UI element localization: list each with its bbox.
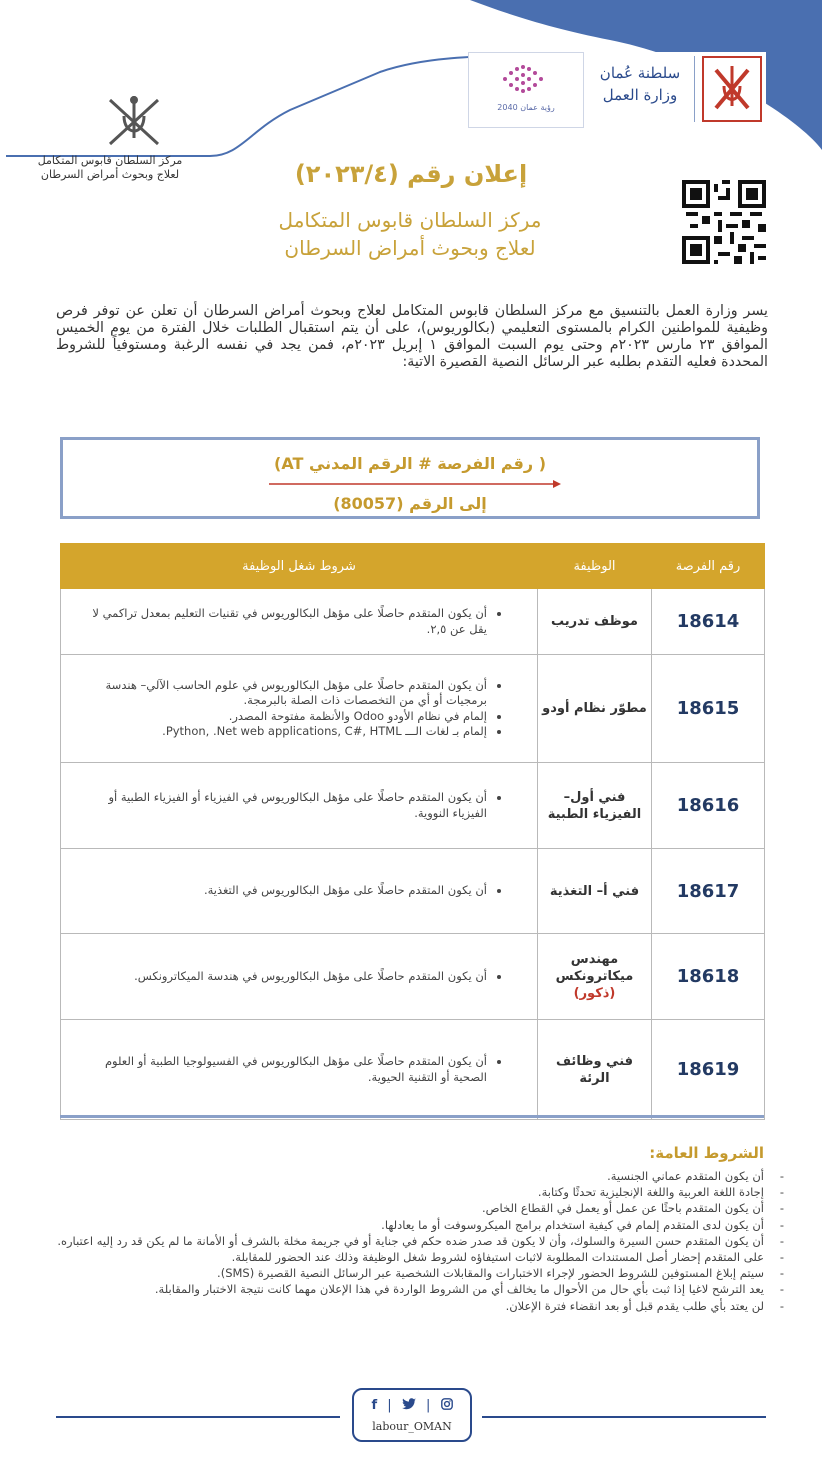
center-title bbox=[210, 206, 610, 262]
condition-item: • أن يكون المتقدم حاصلًا على مؤهل البكالوريوس في علوم الحاسب الآلي– هندسة برمجيات أو أي من التخصصات ذات الصلة بالبرمجة. bbox=[81, 678, 487, 709]
list-item: - أن يكون المتقدم حسن السيرة والسلوك، وأن لا يكون قد صدر ضده حكم في جناية أو في جريمة مخلة بالشرف أو الأمانة ما لم يكن قد رد إليه اعتباره. bbox=[56, 1233, 764, 1249]
job-title-text: فني وظائف الرئة bbox=[555, 1053, 634, 1086]
social-icons-row: f | | bbox=[354, 1398, 470, 1413]
list-item: - إجادة اللغة العربية واللغة الإنجليزية تحدثًا وكتابة. bbox=[56, 1184, 764, 1200]
opportunity-number: 18616 bbox=[652, 763, 765, 849]
table-row bbox=[61, 655, 765, 763]
center-title-line1: مركز السلطان قابوس المتكامل bbox=[278, 208, 542, 232]
qr-code-icon bbox=[682, 180, 766, 264]
center-title-line2: لعلاج وبحوث أمراض السرطان bbox=[284, 236, 536, 260]
header-conditions: شروط شغل الوظيفة bbox=[61, 544, 538, 589]
table-row bbox=[61, 1020, 765, 1120]
job-conditions bbox=[61, 1020, 538, 1120]
arrow-right-icon bbox=[269, 480, 561, 488]
announcement-title: إعلان رقم (٢٠٢٣/٤) bbox=[294, 160, 528, 188]
general-conditions-title: الشروط العامة: bbox=[649, 1144, 764, 1162]
facebook-icon[interactable]: f bbox=[371, 1398, 378, 1413]
job-title-text: فني أول– الفيزياء الطبية bbox=[547, 789, 642, 822]
ministry-name-line2: وزارة العمل bbox=[602, 86, 678, 104]
opportunity-number: 18614 bbox=[652, 589, 765, 655]
list-item: - أن يكون لدى المتقدم إلمام في كيفية استخدام برامج الميكروسوفت أو ما يعادلها. bbox=[56, 1217, 764, 1233]
ministry-logo bbox=[590, 52, 766, 126]
job-title bbox=[538, 655, 652, 763]
job-title-text: موظف تدريب bbox=[551, 614, 638, 629]
job-title-text: مطوّر نظام أودو bbox=[542, 701, 647, 716]
job-title bbox=[538, 763, 652, 849]
center-emblem-icon bbox=[92, 92, 176, 150]
twitter-icon[interactable] bbox=[402, 1398, 416, 1410]
condition-item: • إلمام بـ لغات الـــ Python, .Net web applications, C#, HTML. bbox=[81, 724, 487, 740]
job-conditions bbox=[61, 589, 538, 655]
condition-item: • أن يكون المتقدم حاصلًا على مؤهل البكالوريوس في الفسيولوجيا الطبية أو العلوم الصحية أو التقنية الحيوية. bbox=[81, 1054, 487, 1085]
job-conditions bbox=[61, 655, 538, 763]
job-conditions bbox=[61, 934, 538, 1020]
vision-label: رؤية عمان 2040 bbox=[497, 103, 555, 112]
condition-item: • أن يكون المتقدم حاصلًا على مؤهل البكالوريوس في تقنيات التعليم بمعدل تراكمي لا يقل عن ٢,٥. bbox=[81, 606, 487, 637]
header-opportunity-number: رقم الفرصة bbox=[652, 544, 765, 589]
sms-instructions-box bbox=[60, 437, 760, 519]
table-row bbox=[61, 934, 765, 1020]
vision-dots-icon bbox=[495, 59, 555, 99]
footer-divider-right bbox=[482, 1416, 766, 1418]
list-item: - يعد الترشح لاغيا إذا ثبت بأي حال من الأحوال ما يخالف أي من الشروط الواردة في هذا الإعلان مهما كانت نتيجة الاختبار والمقابلة. bbox=[56, 1281, 764, 1297]
job-title bbox=[538, 934, 652, 1020]
table-row bbox=[61, 849, 765, 934]
footer-divider-left bbox=[56, 1416, 340, 1418]
opportunity-number: 18617 bbox=[652, 849, 765, 934]
job-title bbox=[538, 589, 652, 655]
condition-item: • أن يكون المتقدم حاصلًا على مؤهل البكالوريوس في هندسة الميكاترونكس. bbox=[81, 969, 487, 985]
list-item: - على المتقدم إحضار أصل المستندات المطلوبة لاثبات استيفاؤه لشروط شغل الوظيفة وذلك عند الحضور للمقابلة. bbox=[56, 1249, 764, 1265]
table-header-row bbox=[61, 544, 765, 589]
intro-paragraph: يسر وزارة العمل بالتنسيق مع مركز السلطان قابوس المتكامل لعلاج وبحوث أمراض السرطان أن تعلن عن توفر فرص وظيفية للمواطنين الكرام بالمستوى التعليمي (بكالوريوس)، على أن يتم استقبال الطلبات خلال الفترة من يوم الخميس الموافق ٢٣ مارس ٢٠٢٣م وحتى يوم السبت الموافق ١ إبريل ٢٠٢٣م، فمن يجد في نفسه الرغبة ومستوفياً للشروط المحددة فعليه التقدم بطلبه عبر الرسائل النصية القصيرة الاتية: bbox=[56, 303, 768, 370]
opportunity-number: 18615 bbox=[652, 655, 765, 763]
list-item: - سيتم إبلاغ المستوفين للشروط الحضور لإجراء الاختبارات والمقابلات الشخصية عبر الرسائل النصية القصيرة (SMS). bbox=[56, 1265, 764, 1281]
sms-format: ( رقم الفرصة # الرقم المدني AT) bbox=[274, 454, 546, 473]
list-item: - أن يكون المتقدم عماني الجنسية. bbox=[56, 1168, 764, 1184]
condition-item: • أن يكون المتقدم حاصلًا على مؤهل البكالوريوس في التغذية. bbox=[81, 883, 487, 899]
table-row bbox=[61, 589, 765, 655]
list-item: - أن يكون المتقدم باحثًا عن عمل أو يعمل في القطاع الخاص. bbox=[56, 1200, 764, 1216]
jobs-table bbox=[60, 543, 765, 1120]
social-media-box bbox=[352, 1388, 472, 1442]
gender-note: (ذكور) bbox=[573, 986, 616, 1001]
opportunity-number: 18618 bbox=[652, 934, 765, 1020]
center-name: مركز السلطان قابوس المتكامل لعلاج وبحوث أمراض السرطان bbox=[37, 154, 183, 181]
oman-vision-logo bbox=[468, 52, 584, 128]
sms-number: إلى الرقم (80057) bbox=[333, 494, 487, 513]
header-job: الوظيفة bbox=[538, 544, 652, 589]
job-title-text: فني أ– التغذية bbox=[549, 883, 640, 899]
ministry-name-line1: سلطنة عُمان bbox=[599, 64, 681, 82]
table-row bbox=[61, 763, 765, 849]
opportunity-number: 18619 bbox=[652, 1020, 765, 1120]
oman-emblem-icon bbox=[702, 56, 762, 122]
social-handle[interactable]: labour_OMAN bbox=[372, 1420, 452, 1433]
job-title bbox=[538, 849, 652, 934]
job-conditions bbox=[61, 849, 538, 934]
condition-item: • أن يكون المتقدم حاصلًا على مؤهل البكالوريوس في الفيزياء أو الفيزياء الطبية أو الفيزياء النووية. bbox=[81, 790, 487, 821]
instagram-icon[interactable] bbox=[441, 1398, 453, 1410]
general-conditions-list bbox=[56, 1168, 786, 1314]
condition-item: • إلمام في نظام الأودو Odoo والأنظمة مفتوحة المصدر. bbox=[81, 709, 487, 725]
job-title bbox=[538, 1020, 652, 1120]
list-item: - لن يعتد بأي طلب يقدم قبل أو بعد انقضاء فترة الإعلان. bbox=[56, 1298, 764, 1314]
job-title-text: مهندس ميكاترونكس bbox=[555, 952, 634, 984]
job-conditions bbox=[61, 763, 538, 849]
table-bottom-rule bbox=[60, 1115, 764, 1118]
